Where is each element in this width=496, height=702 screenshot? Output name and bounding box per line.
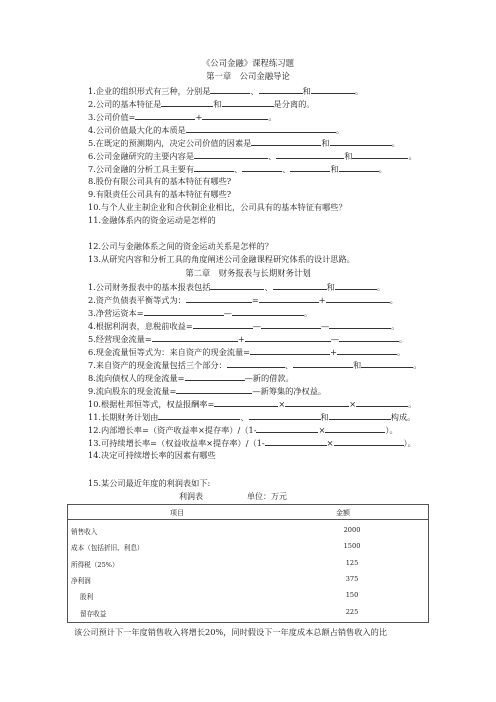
answer-blank[interactable]: [135, 111, 195, 120]
closing-paragraph: 该公司预计下一年度销售收入将增长20%，同时假设下一年度成本总额占销售收入的比: [74, 627, 387, 637]
answer-blank[interactable]: [261, 320, 321, 329]
question-2-7: 7.来自资产的现金流量包括三个部分： 、 和 。: [88, 360, 422, 370]
answer-blank[interactable]: [356, 398, 408, 407]
row-amount: 1500: [343, 542, 361, 550]
question-2-2: 2.资产负债表平衡等式为： = + 。: [88, 295, 398, 305]
table-row: [68, 540, 428, 553]
answer-blank[interactable]: [214, 398, 278, 407]
answer-blank[interactable]: [194, 163, 234, 172]
question-1-6: 6.公司金融研究的主要内容是 、 和 。: [88, 151, 417, 161]
question-1-12: 12.公司与金融体系之间的资金运动关系是怎样的？: [88, 241, 273, 251]
question-2-5: 5.经营现金流量= + — 。: [88, 334, 408, 344]
question-2-13: 13.可持续增长率=（权益收益率×提存率）/（1- × ）。: [88, 438, 416, 448]
question-1-7: 7.公司金融的分析工具主要有 、 、 和 。: [88, 164, 387, 174]
question-2-3: 3.净营运资本= — 。: [88, 308, 313, 318]
answer-blank[interactable]: [202, 111, 268, 120]
answer-blank[interactable]: [361, 359, 413, 368]
income-statement-table: [67, 504, 429, 623]
row-item: 净利润: [71, 577, 91, 585]
table-row: [68, 606, 428, 619]
row-amount: 375: [345, 575, 359, 583]
answer-blank[interactable]: [290, 163, 330, 172]
column-header-amount: 金额: [336, 509, 350, 517]
question-1-8: 8.股份有限公司具有的基本特征有哪些?: [88, 176, 232, 186]
answer-blank[interactable]: [222, 98, 274, 107]
answer-blank[interactable]: [256, 424, 318, 433]
table-caption: 利润表: [179, 492, 203, 501]
answer-blank[interactable]: [193, 320, 253, 329]
question-1-10: 10.与个人业主制企业和合伙制企业相比，公司具有的基本特征有哪些？: [88, 202, 347, 212]
column-header-item: 项目: [170, 509, 184, 517]
row-amount: 2000: [343, 526, 361, 534]
answer-blank[interactable]: [227, 359, 285, 368]
answer-blank[interactable]: [144, 307, 224, 316]
answer-blank[interactable]: [273, 281, 327, 290]
answer-blank[interactable]: [158, 411, 240, 420]
question-1-4: 4.公司价值最大化的本质是 。: [88, 125, 345, 135]
answer-blank[interactable]: [276, 150, 344, 159]
question-2-10: 10.根据杜邦恒等式，权益报酬率= × × 。: [88, 399, 417, 409]
table-header: [68, 505, 428, 520]
answer-blank[interactable]: [210, 85, 250, 94]
answer-blank[interactable]: [250, 346, 330, 355]
answer-blank[interactable]: [259, 85, 303, 94]
question-1-5: 5.在既定的预测期内，决定公司价值的因素是 和 。: [88, 138, 400, 148]
document-title: 《公司金融》课程练习题: [201, 58, 295, 68]
question-2-15: 15.某公司最近年度的利润表如下:: [88, 478, 211, 488]
row-amount: 125: [345, 559, 359, 567]
answer-blank[interactable]: [161, 98, 213, 107]
question-2-14: 14.决定可持续增长率的因素有哪些: [88, 450, 216, 460]
answer-blank[interactable]: [339, 163, 379, 172]
table-row: [68, 573, 428, 586]
answer-blank[interactable]: [210, 281, 264, 290]
answer-blank[interactable]: [352, 150, 408, 159]
question-2-8: 8.流向债权人的现金流量= —新的借款。: [88, 373, 294, 383]
answer-blank[interactable]: [186, 294, 252, 303]
answer-blank[interactable]: [232, 307, 304, 316]
question-1-1: 1.企业的组织形式有三种，分别是 、 和 。: [88, 86, 364, 96]
answer-blank[interactable]: [249, 411, 321, 420]
question-2-4: 4.根据利润表，息税前收益= — — 。: [88, 321, 400, 331]
answer-blank[interactable]: [329, 320, 391, 329]
row-item: 所得税（25%）: [71, 561, 119, 569]
question-2-12: 12.内部增长率=（资产收益率×提存率）/（1- × ）。: [88, 425, 398, 435]
answer-blank[interactable]: [259, 294, 319, 303]
question-2-6: 6.现金流量恒等式为：来自资产的现金流量= + 。: [88, 347, 406, 357]
answer-blank[interactable]: [176, 385, 252, 394]
table-row: [68, 524, 428, 537]
answer-blank[interactable]: [265, 437, 327, 446]
question-2-11: 11.长期财务计划由 、 和 构成。: [88, 412, 416, 422]
answer-blank[interactable]: [335, 281, 377, 290]
question-2-9: 9.流向股东的现金流量= —新筹集的净权益。: [88, 386, 327, 396]
question-2-1: 1.公司财务报表中的基本报表包括 、 和 。: [88, 282, 386, 292]
answer-blank[interactable]: [185, 372, 245, 381]
answer-blank[interactable]: [329, 411, 391, 420]
question-1-2: 2.公司的基本特征是 和 是分离的。: [88, 99, 315, 109]
answer-blank[interactable]: [330, 137, 392, 146]
answer-blank[interactable]: [293, 359, 353, 368]
answer-blank[interactable]: [337, 346, 397, 355]
answer-blank[interactable]: [334, 437, 404, 446]
chapter-2-title: 第二章 财务报表与长期财务计划: [185, 268, 311, 278]
answer-blank[interactable]: [186, 124, 336, 133]
question-1-3: 3.公司价值= + 。: [88, 112, 277, 122]
answer-blank[interactable]: [325, 424, 385, 433]
row-item: 销售收入: [71, 528, 98, 536]
row-item: 股利: [80, 593, 94, 601]
answer-blank[interactable]: [285, 398, 349, 407]
table-row: [68, 589, 428, 602]
table-unit: 单位：万元: [247, 492, 287, 501]
table-row: [68, 557, 428, 570]
answer-blank[interactable]: [245, 333, 331, 342]
question-1-11: 11.金融体系内的资金运动是怎样的: [88, 215, 216, 225]
answer-blank[interactable]: [242, 163, 282, 172]
row-item: 留存收益: [80, 610, 107, 618]
question-1-9: 9.有限责任公司具有的基本特征有哪些?: [88, 189, 232, 199]
answer-blank[interactable]: [194, 150, 268, 159]
answer-blank[interactable]: [339, 333, 399, 342]
answer-blank[interactable]: [326, 294, 390, 303]
row-amount: 150: [345, 591, 359, 599]
question-1-13: 13.从研究内容和分析工具的角度阐述公司金融课程研究体系的设计思路。: [88, 254, 355, 264]
row-item: 成本（包括折旧、利息）: [71, 544, 144, 552]
answer-blank[interactable]: [251, 137, 321, 146]
chapter-1-title: 第一章 公司金融导论: [206, 71, 290, 81]
answer-blank[interactable]: [311, 85, 355, 94]
answer-blank[interactable]: [152, 333, 238, 342]
row-amount: 225: [345, 608, 359, 616]
